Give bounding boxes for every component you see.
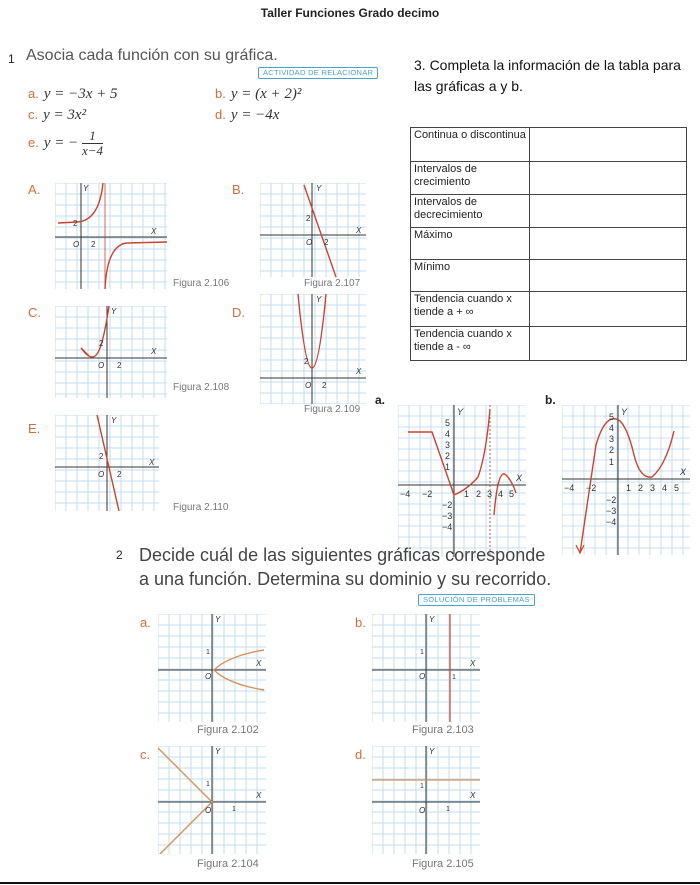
function-expr: y = − <box>43 134 79 151</box>
y-axis-label: Y <box>429 615 435 624</box>
caption-2-110: Figura 2.110 <box>173 502 229 513</box>
x-tick-label: 1 <box>232 806 236 813</box>
origin-label: O <box>205 672 212 681</box>
q3-text: 3. Completa la información de la tabla para las gráficas a y b. <box>414 57 681 94</box>
table-row <box>411 327 687 361</box>
q2-number: 2 <box>116 548 123 562</box>
table-row-label: Intervalos de decrecimiento <box>411 195 530 228</box>
graph-letter-C: C. <box>28 305 41 320</box>
grid <box>260 183 366 277</box>
graph-letter-A: A. <box>28 182 41 197</box>
grid <box>55 183 167 289</box>
y-axis-label: Y <box>215 615 221 624</box>
y-tick-label: 2 <box>304 357 309 366</box>
origin-label: O <box>98 361 105 370</box>
y-axis-label: Y <box>457 407 464 417</box>
caption-2-103: Figura 2.103 <box>412 724 474 736</box>
graph-letter-B: B. <box>232 182 245 197</box>
x-tick-label: 2 <box>91 240 96 249</box>
graph-q3-b <box>562 405 690 555</box>
origin-label: O <box>305 381 312 390</box>
x-axis-label: X <box>256 659 262 668</box>
y-tick-label: 2 <box>73 219 78 228</box>
x-tick-label: 2 <box>117 361 122 370</box>
y-ticks-negative <box>442 500 452 532</box>
y-tick-label: −3 <box>606 506 617 516</box>
y-tick-label: 5 <box>445 418 451 428</box>
function-expr: y = (x + 2)² <box>230 86 302 102</box>
x-tick-label: 2 <box>476 489 482 499</box>
y-tick-label: 1 <box>206 649 210 656</box>
x-tick-label: 1 <box>464 489 470 499</box>
fraction <box>82 129 103 158</box>
caption-2-106: Figura 2.106 <box>173 278 230 289</box>
table-row-label: Tendencia cuando x tiende a + ∞ <box>411 292 530 327</box>
parabola <box>81 306 109 357</box>
q1-text: Asocia cada función con su gráfica. <box>26 47 278 64</box>
function-expr: y = −3x + 5 <box>43 86 118 102</box>
table-row <box>411 162 687 195</box>
graph-a-label: a. <box>375 393 386 407</box>
function-letter: b. <box>215 86 226 101</box>
x-axis-label: X <box>516 473 523 483</box>
line-graph <box>97 415 119 511</box>
graph-letter-D: D. <box>232 305 245 320</box>
y-axis-label: Y <box>429 747 435 756</box>
graph-B <box>260 183 366 277</box>
origin-label: O <box>205 806 212 815</box>
function-a <box>28 86 118 103</box>
x-tick-label: −4 <box>400 489 411 499</box>
x-tick-label: 3 <box>650 483 656 493</box>
grid <box>398 405 526 557</box>
caption-2-109: Figura 2.109 <box>304 404 361 415</box>
function-letter: d. <box>215 107 226 122</box>
graph-letter-E: E. <box>28 421 41 436</box>
x-tick-label: 2 <box>324 238 329 247</box>
x-tick-label: −4 <box>564 483 575 493</box>
table-cell-empty[interactable] <box>530 228 687 260</box>
table-cell-empty[interactable] <box>530 260 687 292</box>
x-tick-label: 1 <box>452 674 456 681</box>
table-row-label: Tendencia cuando x tiende a - ∞ <box>411 327 530 361</box>
function-expr: y = −4x <box>230 107 280 123</box>
y-tick-label: 1 <box>609 457 615 467</box>
function-c <box>28 107 86 124</box>
graph-A <box>55 183 167 289</box>
grid <box>260 294 366 404</box>
origin-label: O <box>73 240 80 249</box>
function-b <box>215 86 301 103</box>
x-axis-label: X <box>470 791 476 800</box>
q2-badge: SOLUCIÓN DE PROBLEMAS <box>418 594 535 606</box>
table-row <box>411 260 687 292</box>
y-ticks-negative <box>606 495 616 527</box>
function-letter: a. <box>28 86 39 101</box>
x-tick-label: 4 <box>662 483 668 493</box>
table-cell-empty[interactable] <box>530 292 687 327</box>
graph-2-104 <box>158 746 266 854</box>
graph-2-103 <box>372 614 480 722</box>
y-axis-label: Y <box>111 307 117 316</box>
table-row-label: Continua o discontinua <box>411 128 530 162</box>
function-expr: y = 3x² <box>43 107 87 123</box>
caption-2-102: Figura 2.102 <box>197 724 259 736</box>
y-tick-label: 4 <box>445 429 451 439</box>
origin-label: O <box>306 238 313 247</box>
table-row-label: Intervalos de crecimiento <box>411 162 530 195</box>
y-tick-label: 4 <box>609 423 615 433</box>
function-e <box>28 129 103 158</box>
origin-label: O <box>419 672 426 681</box>
origin-label: O <box>419 806 426 815</box>
y-tick-label: 1 <box>206 781 210 788</box>
table-cell-empty[interactable] <box>530 195 687 228</box>
y-tick-label: 2 <box>99 339 104 348</box>
bottom-rule <box>0 882 700 884</box>
y-axis-label: Y <box>316 295 322 304</box>
y-ticks-positive <box>445 418 450 472</box>
x-tick-label: 2 <box>117 470 122 479</box>
table-cell-empty[interactable] <box>530 128 687 162</box>
x-tick-label: 1 <box>446 806 450 813</box>
caption-2-107: Figura 2.107 <box>304 278 361 289</box>
y-tick-label: −2 <box>442 500 453 510</box>
y-tick-label: 2 <box>306 214 311 223</box>
caption-2-108: Figura 2.108 <box>173 382 230 393</box>
y-tick-label: 2 <box>99 452 104 461</box>
graph-2-102 <box>158 614 266 722</box>
graph-letter-d: d. <box>355 747 366 762</box>
x-axis-label: X <box>356 367 362 376</box>
q1-number: 1 <box>8 52 15 66</box>
q1-badge: ACTIVIDAD DE RELACIONAR <box>258 67 378 79</box>
y-axis-label: Y <box>215 747 221 756</box>
x-axis-label: X <box>256 791 262 800</box>
y-tick-label: −3 <box>442 511 453 521</box>
graph-C <box>55 306 167 398</box>
x-axis-label: X <box>356 226 362 235</box>
x-tick-label: 5 <box>674 483 680 493</box>
page-title: Taller Funciones Grado decimo <box>260 6 440 20</box>
graph-D <box>260 294 366 404</box>
origin-label: O <box>98 470 105 479</box>
y-tick-label: 1 <box>420 783 424 790</box>
y-tick-label: 1 <box>420 649 424 656</box>
caption-2-105: Figura 2.105 <box>412 858 474 870</box>
table-cell-empty[interactable] <box>530 162 687 195</box>
y-tick-label: 5 <box>609 412 615 422</box>
table-row-label: Mínimo <box>411 260 530 292</box>
table-cell-empty[interactable] <box>530 327 687 361</box>
y-tick-label: −2 <box>606 495 617 505</box>
x-tick-label: 5 <box>509 489 515 499</box>
x-axis-label: X <box>151 227 157 236</box>
y-tick-label: 3 <box>609 434 615 444</box>
graph-b-label: b. <box>545 393 556 407</box>
graph-letter-a: a. <box>140 615 151 630</box>
x-axis-label: X <box>151 347 157 356</box>
graph-E <box>55 415 159 511</box>
y-tick-label: −4 <box>442 522 453 532</box>
y-axis-label: Y <box>111 416 117 425</box>
y-tick-label: 2 <box>445 451 451 461</box>
q2-text: Decide cuál de las siguientes gráficas corresponde a una función. Determina su dominio y su recorrido. <box>139 545 552 589</box>
x-tick-label: 2 <box>322 381 327 390</box>
function-letter: c. <box>28 107 39 122</box>
x-tick-label: 1 <box>626 483 632 493</box>
table-row <box>411 292 687 327</box>
y-tick-label: −4 <box>606 517 617 527</box>
x-tick-label: −2 <box>422 489 433 499</box>
table-row <box>411 228 687 260</box>
y-axis-label: Y <box>621 407 628 417</box>
y-axis-label: Y <box>83 184 89 193</box>
grid <box>562 405 690 555</box>
graph-q3-a <box>398 405 526 557</box>
x-ticks <box>564 483 679 493</box>
graph-2-105 <box>372 746 480 854</box>
function-d <box>215 107 279 124</box>
properties-table <box>410 127 687 361</box>
y-ticks-positive <box>609 412 614 467</box>
table-row <box>411 195 687 228</box>
y-tick-label: 3 <box>445 440 451 450</box>
x-axis-label: X <box>470 659 476 668</box>
y-tick-label: 1 <box>445 462 451 472</box>
table-row-label: Máximo <box>411 228 530 260</box>
fraction-denominator: x−4 <box>82 143 104 158</box>
x-tick-label: 2 <box>638 483 644 493</box>
function-letter: e. <box>28 134 39 150</box>
line-graph <box>304 185 336 277</box>
y-axis-label: Y <box>316 184 322 193</box>
x-axis-label: X <box>149 458 155 467</box>
graph-letter-c: c. <box>140 747 151 762</box>
y-tick-label: 2 <box>609 445 615 455</box>
caption-2-104: Figura 2.104 <box>197 858 259 870</box>
x-tick-label: 3 <box>487 489 493 499</box>
x-axis-label: X <box>680 467 687 477</box>
x-tick-label: 4 <box>498 489 504 499</box>
x-tick-label: −2 <box>586 483 597 493</box>
graph-letter-b: b. <box>355 615 366 630</box>
table-row <box>411 128 687 162</box>
fraction-numerator: 1 <box>82 129 103 144</box>
